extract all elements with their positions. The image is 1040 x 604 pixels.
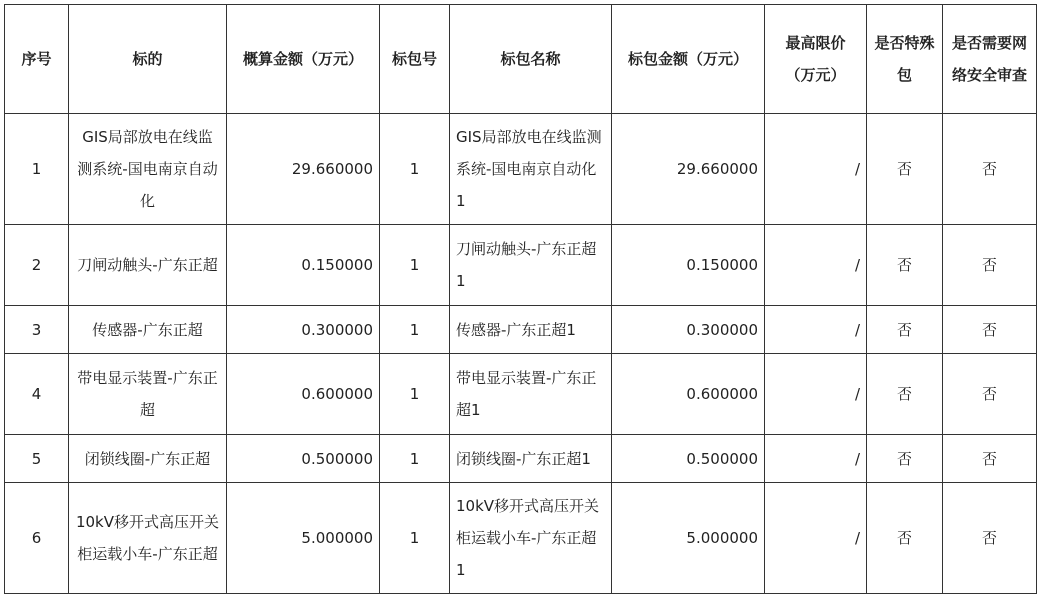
cell-pkg-amount: 0.300000 [612, 306, 765, 354]
cell-pkg-amount: 29.660000 [612, 114, 765, 225]
cell-special: 否 [867, 306, 943, 354]
cell-special: 否 [867, 354, 943, 435]
cell-budget: 5.000000 [227, 483, 380, 594]
cell-pkg-name: GIS局部放电在线监测系统-国电南京自动化1 [450, 114, 612, 225]
table-row [5, 114, 1037, 225]
cell-subject: 刀闸动触头-广东正超 [69, 225, 227, 306]
cell-security: 否 [943, 354, 1037, 435]
cell-special: 否 [867, 483, 943, 594]
cell-pkg-no: 1 [380, 354, 450, 435]
cell-budget: 29.660000 [227, 114, 380, 225]
cell-max-price: / [765, 306, 867, 354]
cell-subject: 带电显示装置-广东正超 [69, 354, 227, 435]
header-special: 是否特殊包 [867, 5, 943, 114]
header-subject: 标的 [69, 5, 227, 114]
cell-max-price: / [765, 483, 867, 594]
cell-pkg-no: 1 [380, 225, 450, 306]
cell-pkg-name: 10kV移开式高压开关柜运载小车-广东正超1 [450, 483, 612, 594]
cell-security: 否 [943, 225, 1037, 306]
cell-max-price: / [765, 354, 867, 435]
cell-pkg-no: 1 [380, 114, 450, 225]
cell-seq: 2 [5, 225, 69, 306]
header-seq: 序号 [5, 5, 69, 114]
cell-pkg-amount: 0.150000 [612, 225, 765, 306]
cell-pkg-amount: 0.600000 [612, 354, 765, 435]
cell-subject: 闭锁线圈-广东正超 [69, 435, 227, 483]
cell-seq: 6 [5, 483, 69, 594]
cell-pkg-name: 刀闸动触头-广东正超1 [450, 225, 612, 306]
cell-pkg-amount: 0.500000 [612, 435, 765, 483]
header-budget: 概算金额（万元） [227, 5, 380, 114]
cell-subject: 10kV移开式高压开关柜运载小车-广东正超 [69, 483, 227, 594]
cell-budget: 0.600000 [227, 354, 380, 435]
cell-max-price: / [765, 114, 867, 225]
cell-seq: 1 [5, 114, 69, 225]
cell-security: 否 [943, 483, 1037, 594]
cell-special: 否 [867, 435, 943, 483]
header-pkg-name: 标包名称 [450, 5, 612, 114]
cell-subject: GIS局部放电在线监测系统-国电南京自动化 [69, 114, 227, 225]
cell-pkg-amount: 5.000000 [612, 483, 765, 594]
cell-seq: 5 [5, 435, 69, 483]
cell-pkg-name: 闭锁线圈-广东正超1 [450, 435, 612, 483]
table-header-row [5, 5, 1037, 114]
header-security: 是否需要网络安全审查 [943, 5, 1037, 114]
cell-max-price: / [765, 225, 867, 306]
cell-special: 否 [867, 225, 943, 306]
cell-pkg-no: 1 [380, 306, 450, 354]
cell-security: 否 [943, 114, 1037, 225]
procurement-table [4, 4, 1037, 594]
table-row [5, 483, 1037, 594]
cell-budget: 0.300000 [227, 306, 380, 354]
cell-pkg-name: 传感器-广东正超1 [450, 306, 612, 354]
header-pkg-no: 标包号 [380, 5, 450, 114]
cell-budget: 0.500000 [227, 435, 380, 483]
header-max-price: 最高限价（万元） [765, 5, 867, 114]
cell-pkg-no: 1 [380, 435, 450, 483]
table-row [5, 435, 1037, 483]
cell-seq: 3 [5, 306, 69, 354]
cell-seq: 4 [5, 354, 69, 435]
cell-pkg-name: 带电显示装置-广东正超1 [450, 354, 612, 435]
cell-security: 否 [943, 435, 1037, 483]
cell-max-price: / [765, 435, 867, 483]
table-row [5, 306, 1037, 354]
cell-security: 否 [943, 306, 1037, 354]
table-row [5, 225, 1037, 306]
cell-special: 否 [867, 114, 943, 225]
cell-budget: 0.150000 [227, 225, 380, 306]
table-row [5, 354, 1037, 435]
cell-subject: 传感器-广东正超 [69, 306, 227, 354]
header-pkg-amount: 标包金额（万元） [612, 5, 765, 114]
cell-pkg-no: 1 [380, 483, 450, 594]
